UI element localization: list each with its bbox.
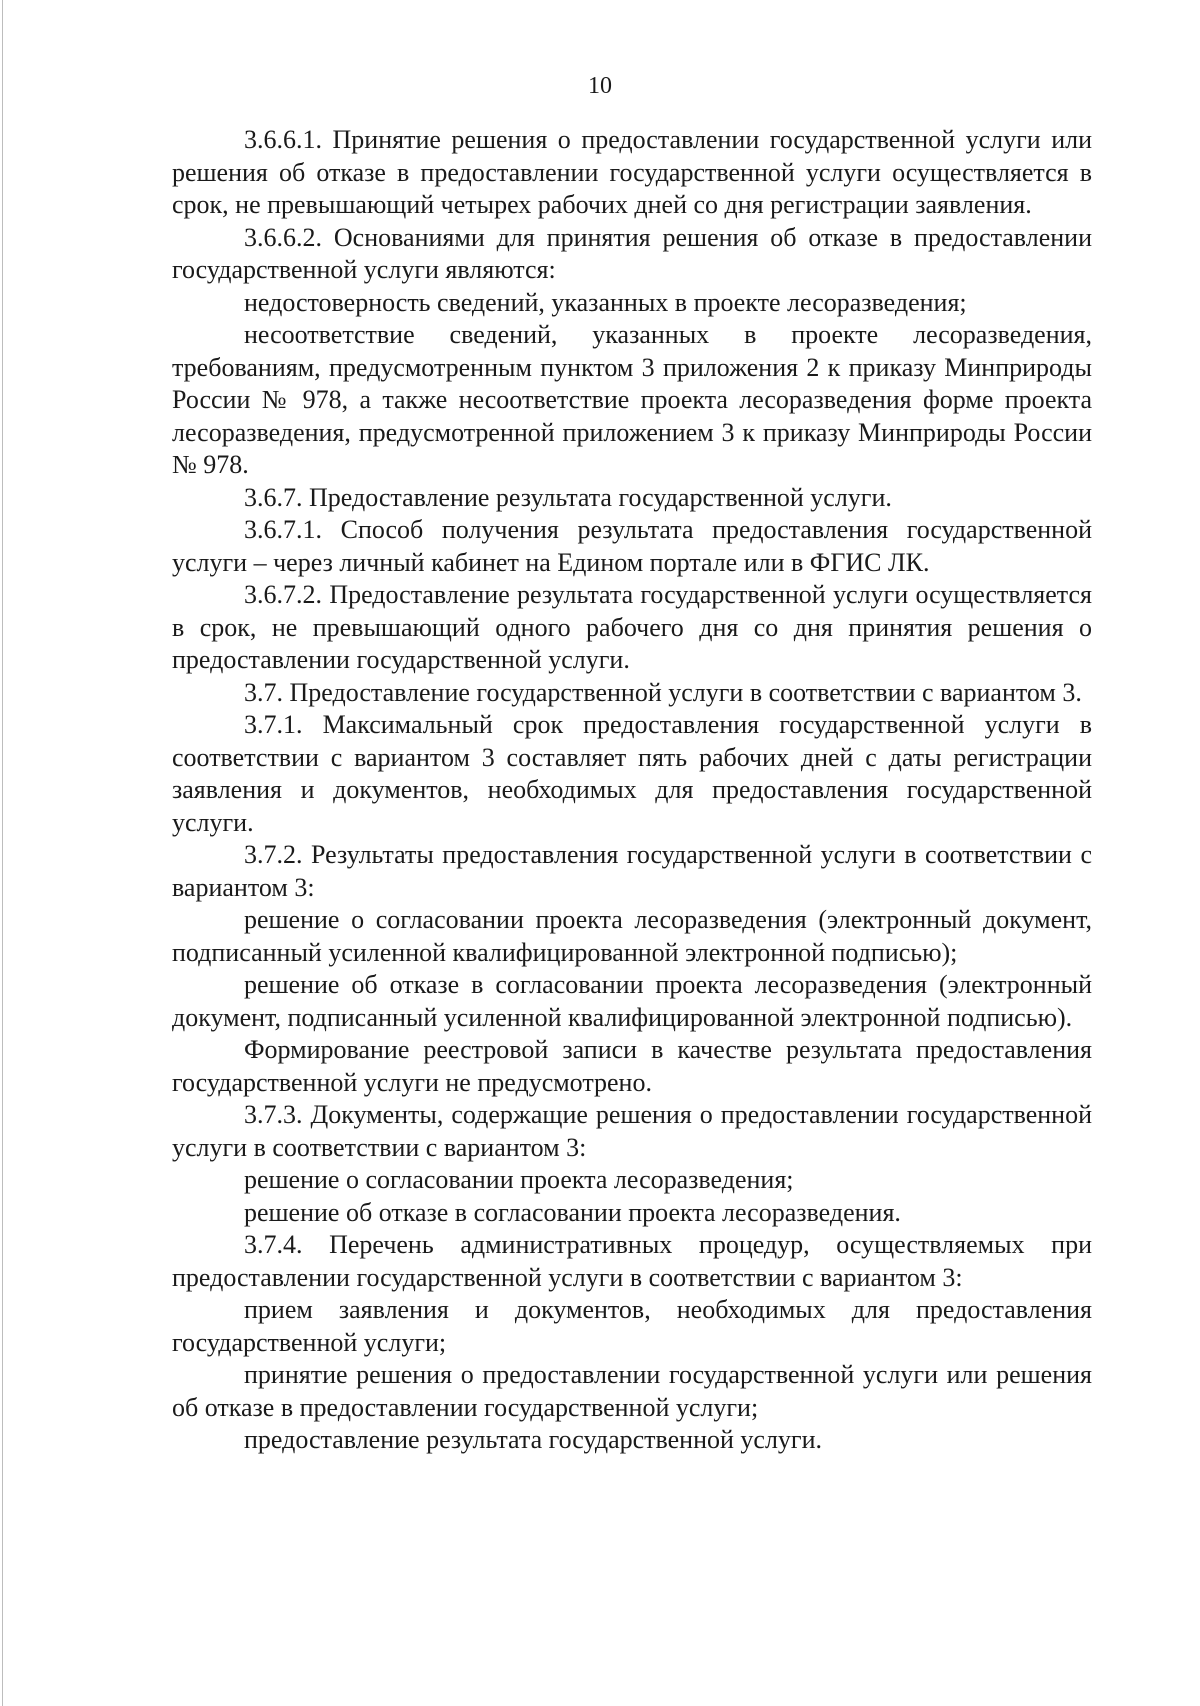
list-item-decision-making: принятие решения о предоставлении государственной услуги или решения об отказе в предоставлении государственной услуги; xyxy=(172,1360,1092,1422)
paragraph-registry-record: Формирование реестровой записи в качестве результата предоставления государственной услуги не предусмотрено. xyxy=(172,1035,1092,1097)
list-item-refusal-doc: решение об отказе в согласовании проекта лесоразведения. xyxy=(244,1197,901,1227)
paragraph-3-7-3: 3.7.3. Документы, содержащие решения о предоставлении государственной услуги в соответствии с вариантом 3: xyxy=(172,1100,1092,1162)
scan-edge-line xyxy=(2,0,3,1706)
list-item-result-delivery: предоставление результата государственной услуги. xyxy=(244,1425,823,1454)
list-item-approval-decision: решение о согласовании проекта лесоразведения (электронный документ, подписанный усиленной квалифицированной электронной подписью); xyxy=(172,905,1092,967)
paragraph-3-6-7: 3.6.7. Предоставление результата государственной услуги. xyxy=(244,482,892,512)
paragraph-3-7-2: 3.7.2. Результаты предоставления государственной услуги в соответствии с вариантом 3: xyxy=(172,840,1092,902)
paragraph-3-6-7-2: 3.6.7.2. Предоставление результата государственной услуги осуществляется в срок, не превышающий одного рабочего дня со дня принятия решения о предоставлении государственной услуги. xyxy=(172,580,1092,674)
paragraph-3-6-6-2: 3.6.6.2. Основаниями для принятия решения об отказе в предоставлении государственной услуги являются: xyxy=(172,222,1092,284)
paragraph-3-6-6-1: 3.6.6.1. Принятие решения о предоставлении государственной услуги или решения об отказе в предоставлении государственной услуги осуществляется в срок, не превышающий четырех рабочих дней со дня регистрации заявления. xyxy=(172,125,1092,219)
list-item-reception: прием заявления и документов, необходимых для предоставления государственной услуги; xyxy=(172,1295,1092,1357)
document-body xyxy=(172,124,1092,1457)
paragraph-3-7-4: 3.7.4. Перечень административных процедур, осуществляемых при предоставлении государственной услуги в соответствии с вариантом 3: xyxy=(172,1230,1092,1292)
paragraph-3-7: 3.7. Предоставление государственной услуги в соответствии с вариантом 3. xyxy=(244,677,1082,707)
paragraph-3-6-7-1: 3.6.7.1. Способ получения результата предоставления государственной услуги – через личный кабинет на Едином портале или в ФГИС ЛК. xyxy=(172,515,1092,577)
list-item-refusal-decision: решение об отказе в согласовании проекта лесоразведения (электронный документ, подписанный усиленной квалифицированной электронной подписью). xyxy=(172,970,1092,1032)
paragraph-3-7-1: 3.7.1. Максимальный срок предоставления государственной услуги в соответствии с вариантом 3 составляет пять рабочих дней с даты регистрации заявления и документов, необходимых для предоставления государственной услуги. xyxy=(172,710,1092,837)
list-item-unreliable-info: недостоверность сведений, указанных в проекте лесоразведения; xyxy=(244,287,967,317)
list-item-approval-doc: решение о согласовании проекта лесоразведения; xyxy=(244,1165,794,1194)
list-item-nonconformity: несоответствие сведений, указанных в проекте лесоразведения, требованиям, предусмотренным пунктом 3 приложения 2 к приказу Минприроды России № 978, а также несоответствие проекта лесоразведения форме проекта лесоразведения, предусмотренной приложением 3 к приказу Минприроды России № 978. xyxy=(172,320,1092,479)
page-number: 10 xyxy=(588,73,612,99)
